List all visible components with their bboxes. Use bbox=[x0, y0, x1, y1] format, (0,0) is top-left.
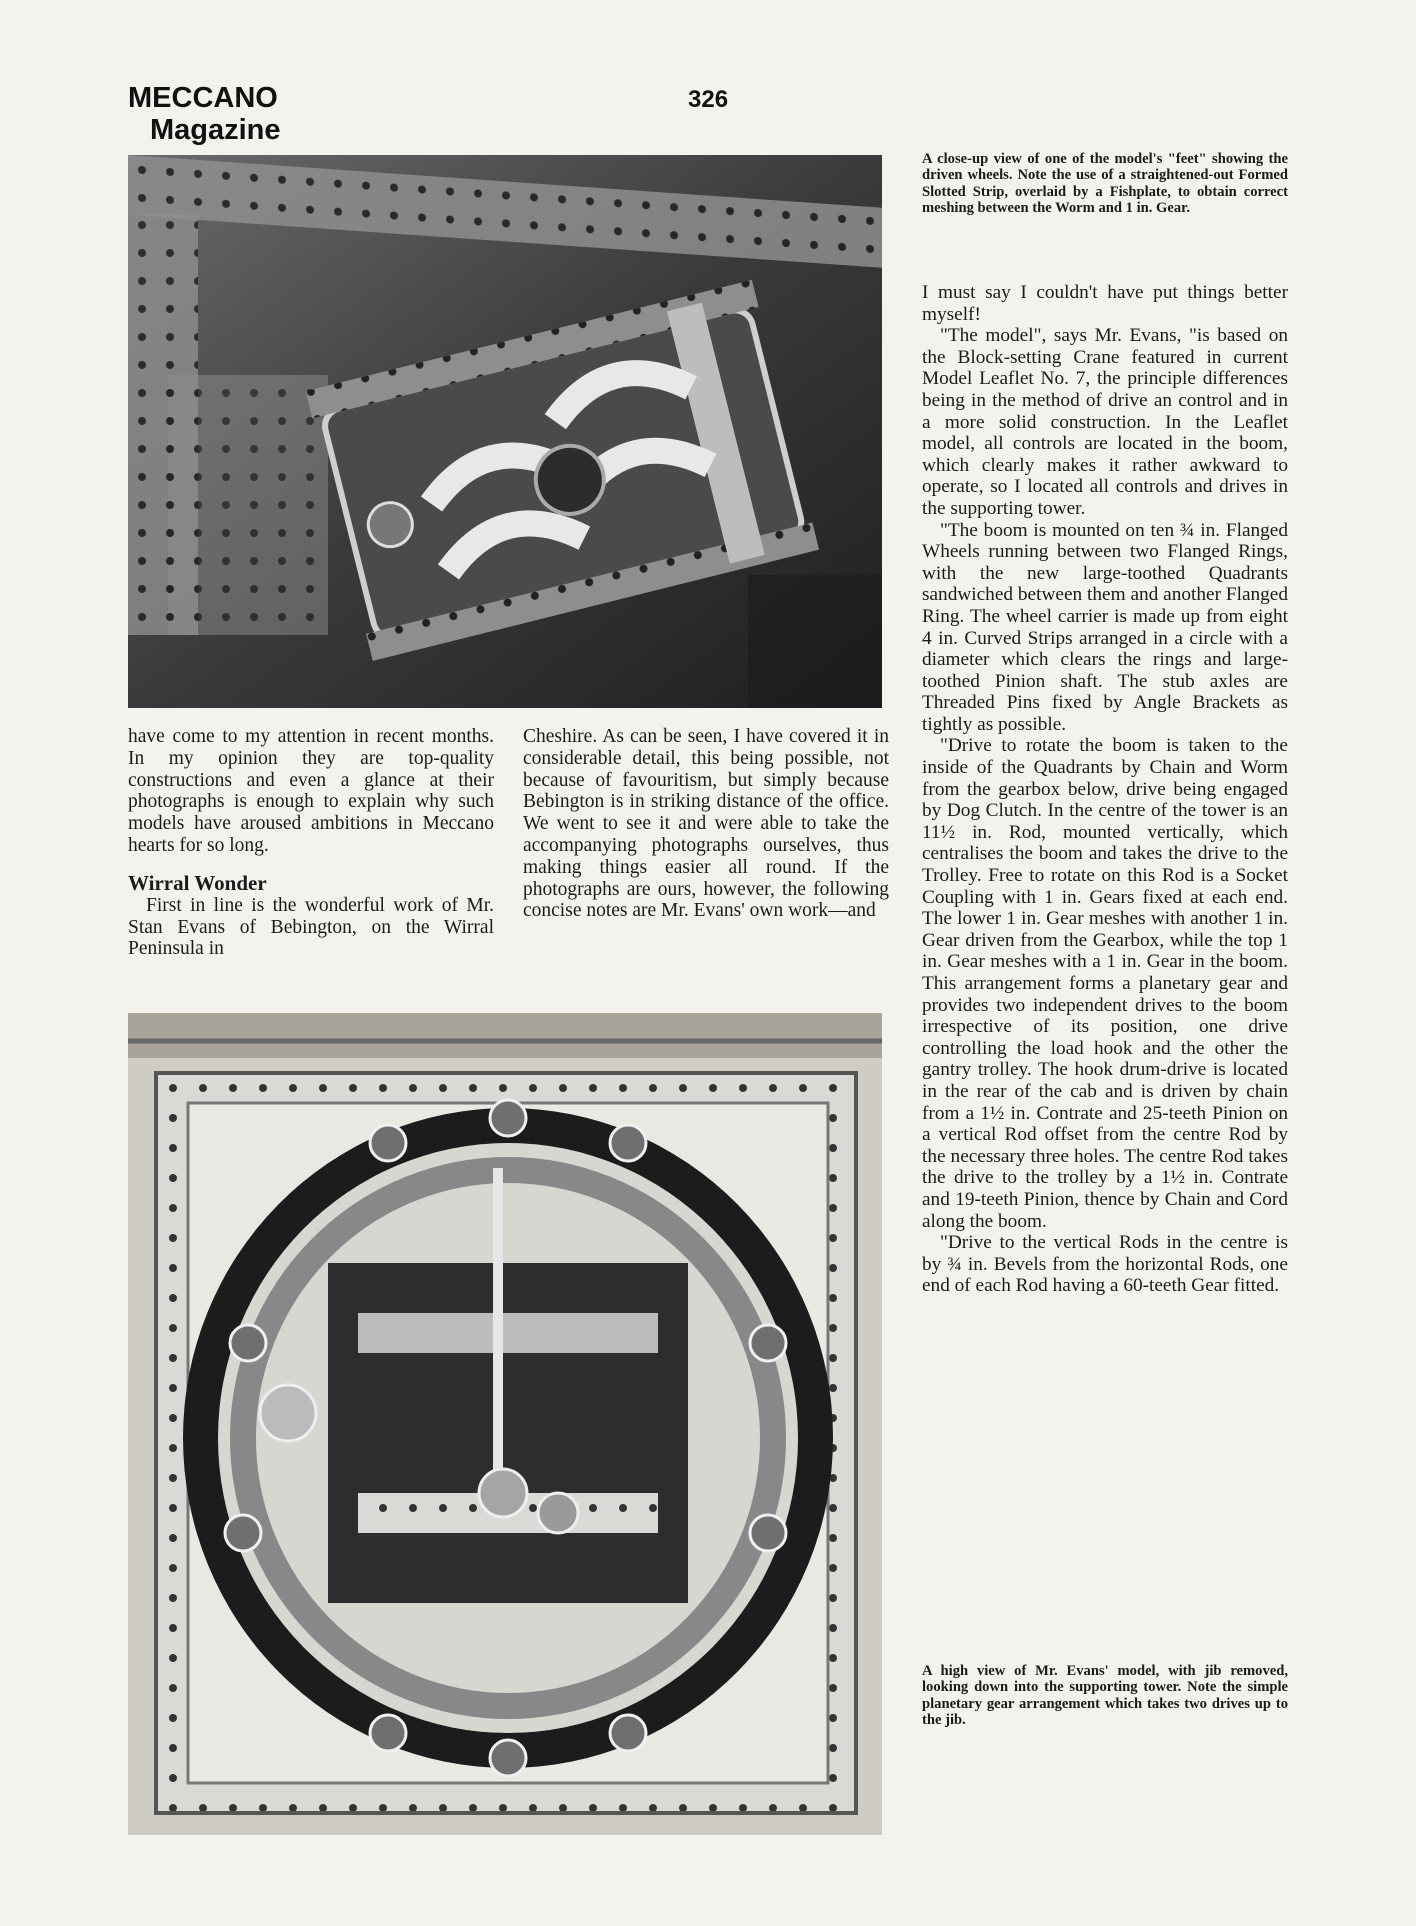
masthead-line-2: Magazine bbox=[150, 114, 281, 146]
text-column-3 bbox=[922, 282, 1288, 1297]
column1-paragraph-2: First in line is the wonderful work of Mr. Stan Evans of Bebington, on the Wirral Peninsula in bbox=[128, 894, 494, 960]
magazine-masthead bbox=[128, 82, 281, 146]
subheading-wirral-wonder: Wirral Wonder bbox=[128, 870, 267, 895]
column3-paragraph-4: "Drive to rotate the boom is taken to the inside of the Quadrants by Chain and Worm from the gearbox below, drive being engaged by Dog Clutch. In the centre of the tower is an 11½ in. Rod, mounted vertically, which centralises the boom and takes the drive to the Trolley. Free to rotate on this Rod is a Socket Coupling with 1 in. Gears fixed at each end. The lower 1 in. Gear meshes with another 1 in. Gear driven from the Gearbox, while the top 1 in. Gear meshes with a 1 in. Gear in the boom. This arrangement forms a planetary gear and provides two independent drives to the boom irrespective of its position, one drive controlling the load hook and the other the gantry trolley. The hook drum-drive is located in the rear of the cab and is driven by chain from a 1½ in. Contrate and 25-teeth Pinion on a vertical Rod offset from the centre Rod by the necessary three holes. The centre Rod takes the drive to the trolley by a 1½ in. Contrate and 19-teeth Pinion, thence by Chain and Cord along the boom. bbox=[922, 735, 1288, 1232]
column1-paragraph-1: have come to my attention in recent months. In my opinion they are top-quality constructions and even a glance at their photographs is enough to explain why such models have aroused ambitions in Meccano hearts for so long. bbox=[128, 726, 494, 856]
column3-paragraph-2: "The model", says Mr. Evans, "is based on the Block-setting Crane featured in current Model Leaflet No. 7, the principle differences being in the method of drive an control and in a more solid construction. In the Leaflet model, all controls are located in the boom, which clearly makes it rather awkward to operate, so I located all controls and drives in the supporting tower. bbox=[922, 325, 1288, 519]
column3-paragraph-3: "The boom is mounted on ten ¾ in. Flanged Wheels running between two Flanged Rings, with the new large-toothed Quadrants sandwiched between them and another Flanged Ring. The wheel carrier is made up from eight 4 in. Curved Strips arranged in a circle with a diameter which clears the rings and large-toothed Pinion shaft. The stub axles are Threaded Pins fixed by Angle Brackets as tightly as possible. bbox=[922, 519, 1288, 735]
caption-bottom-photo: A high view of Mr. Evans' model, with jib removed, looking down into the supporting tower. Note the simple planetary gear arrangement which takes two drives up to the jib. bbox=[922, 1663, 1288, 1728]
text-column-2 bbox=[523, 726, 889, 922]
page-number: 326 bbox=[688, 86, 729, 113]
text-column-1 bbox=[128, 726, 494, 960]
photo-foot-closeup-graphic bbox=[128, 155, 882, 708]
masthead-line-1: MECCANO bbox=[128, 82, 278, 114]
photo-foot-closeup bbox=[128, 155, 882, 708]
photo-tower-top-view-graphic bbox=[128, 1013, 882, 1835]
column3-paragraph-1: I must say I couldn't have put things better myself! bbox=[922, 282, 1288, 325]
column2-paragraph-1: Cheshire. As can be seen, I have covered it in considerable detail, this being possible, not because of favouritism, but simply because Bebington is in striking distance of the office. We went to see it and were able to take the accompanying photographs ourselves, thus making things easier all round. If the photographs are ours, however, the following concise notes are Mr. Evans' own work—and bbox=[523, 726, 889, 922]
column3-paragraph-5: "Drive to the vertical Rods in the centre is by ¾ in. Bevels from the horizontal Rods, one end of each Rod having a 60-teeth Gear fitted. bbox=[922, 1232, 1288, 1297]
photo-tower-top-view bbox=[128, 1013, 882, 1835]
caption-top-photo: A close-up view of one of the model's "feet" showing the driven wheels. Note the use of a straightened-out Formed Slotted Strip, overlaid by a Fishplate, to obtain correct meshing between the Worm and 1 in. Gear. bbox=[922, 151, 1288, 216]
